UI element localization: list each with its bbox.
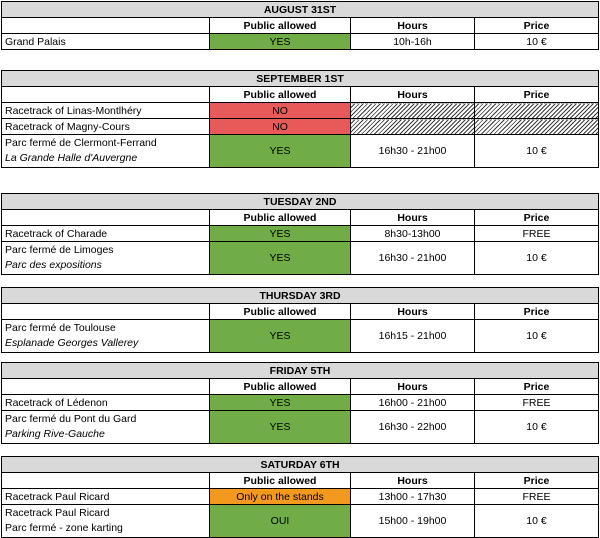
price-cell: FREE — [475, 395, 599, 411]
venue-location: Esplanade Georges Vallerey — [5, 337, 139, 349]
public-allowed-status: Only on the stands — [210, 489, 351, 505]
hours-cell: 16h30 - 21h00 — [351, 135, 475, 168]
table-row — [2, 135, 599, 168]
hours-cell: 16h30 - 21h00 — [351, 242, 475, 275]
header-price: Price — [475, 379, 599, 395]
public-allowed-status: YES — [210, 395, 351, 411]
header-blank — [2, 18, 210, 34]
header-public-allowed: Public allowed — [210, 379, 351, 395]
section-title: SATURDAY 6TH — [2, 457, 599, 473]
hours-cell: 16h30 - 22h00 — [351, 411, 475, 444]
public-allowed-status: OUI — [210, 505, 351, 538]
table-row — [2, 226, 599, 242]
venue-cell — [2, 135, 210, 168]
venue-cell — [2, 242, 210, 275]
table-row — [2, 489, 599, 505]
venue-cell — [2, 489, 210, 505]
header-price: Price — [475, 304, 599, 320]
price-cell: 10 € — [475, 320, 599, 353]
section-table — [1, 362, 598, 444]
venue-name: Racetrack Paul Ricard — [5, 507, 110, 519]
price-cell: 10 € — [475, 242, 599, 275]
hours-cell: 16h15 - 21h00 — [351, 320, 475, 353]
venue-cell — [2, 395, 210, 411]
price-cell: 10 € — [475, 135, 599, 168]
price-cell: FREE — [475, 489, 599, 505]
venue-cell — [2, 226, 210, 242]
price-cell: 10 € — [475, 505, 599, 538]
hours-cell: 8h30-13h00 — [351, 226, 475, 242]
venue-location: Parc des expositions — [5, 259, 102, 271]
hours-cell: 15h00 - 19h00 — [351, 505, 475, 538]
table-row — [2, 119, 599, 135]
section-table — [1, 1, 598, 50]
venue-cell — [2, 34, 210, 50]
hours-cell: 13h00 - 17h30 — [351, 489, 475, 505]
venue-location: La Grande Halle d'Auvergne — [5, 152, 138, 164]
table-row — [2, 395, 599, 411]
section-title: AUGUST 31ST — [2, 2, 599, 18]
section-table — [1, 70, 598, 168]
section-table — [1, 287, 598, 353]
venue-location: Parc fermé - zone karting — [5, 522, 123, 534]
hours-cell — [351, 119, 475, 135]
public-allowed-status: YES — [210, 320, 351, 353]
public-allowed-status: NO — [210, 103, 351, 119]
hours-cell: 10h-16h — [351, 34, 475, 50]
header-hours: Hours — [351, 379, 475, 395]
header-blank — [2, 210, 210, 226]
public-allowed-status: YES — [210, 411, 351, 444]
venue-name: Grand Palais — [5, 35, 66, 48]
table-row — [2, 320, 599, 353]
price-cell — [475, 103, 599, 119]
header-hours: Hours — [351, 304, 475, 320]
table-row — [2, 242, 599, 275]
header-price: Price — [475, 210, 599, 226]
header-hours: Hours — [351, 473, 475, 489]
section-title: TUESDAY 2ND — [2, 194, 599, 210]
venue-name: Parc fermé de Limoges — [5, 244, 114, 256]
section-table — [1, 193, 598, 275]
header-hours: Hours — [351, 210, 475, 226]
header-public-allowed: Public allowed — [210, 304, 351, 320]
venue-cell — [2, 119, 210, 135]
public-allowed-status: YES — [210, 226, 351, 242]
public-allowed-status: YES — [210, 242, 351, 275]
hours-cell: 16h00 - 21h00 — [351, 395, 475, 411]
section-table — [1, 456, 598, 538]
venue-name: Parc fermé du Pont du Gard — [5, 413, 137, 425]
public-allowed-status: YES — [210, 135, 351, 168]
venue-name: Parc fermé de Clermont-Ferrand — [5, 137, 157, 149]
header-price: Price — [475, 87, 599, 103]
price-cell — [475, 119, 599, 135]
header-hours: Hours — [351, 87, 475, 103]
public-allowed-status: NO — [210, 119, 351, 135]
header-blank — [2, 304, 210, 320]
header-public-allowed: Public allowed — [210, 210, 351, 226]
section-title: SEPTEMBER 1ST — [2, 71, 599, 87]
table-row — [2, 411, 599, 444]
header-hours: Hours — [351, 18, 475, 34]
table-row — [2, 34, 599, 50]
price-cell: FREE — [475, 226, 599, 242]
price-cell: 10 € — [475, 411, 599, 444]
header-public-allowed: Public allowed — [210, 18, 351, 34]
header-public-allowed: Public allowed — [210, 87, 351, 103]
venue-name: Racetrack of Charade — [5, 227, 108, 240]
venue-name: Parc fermé de Toulouse — [5, 322, 116, 334]
venue-name: Racetrack of Lédenon — [5, 396, 108, 409]
header-public-allowed: Public allowed — [210, 473, 351, 489]
header-blank — [2, 87, 210, 103]
section-title: THURSDAY 3RD — [2, 288, 599, 304]
header-price: Price — [475, 18, 599, 34]
venue-name: Racetrack of Magny-Cours — [5, 120, 130, 133]
header-blank — [2, 379, 210, 395]
price-cell: 10 € — [475, 34, 599, 50]
header-blank — [2, 473, 210, 489]
venue-name: Racetrack of Linas-Montlhéry — [5, 104, 142, 117]
venue-cell — [2, 411, 210, 444]
venue-name: Racetrack Paul Ricard — [5, 490, 110, 503]
public-allowed-status: YES — [210, 34, 351, 50]
hours-cell — [351, 103, 475, 119]
venue-cell — [2, 320, 210, 353]
header-price: Price — [475, 473, 599, 489]
venue-cell — [2, 103, 210, 119]
table-row — [2, 103, 599, 119]
section-title: FRIDAY 5TH — [2, 363, 599, 379]
venue-location: Parking Rive-Gauche — [5, 428, 105, 440]
